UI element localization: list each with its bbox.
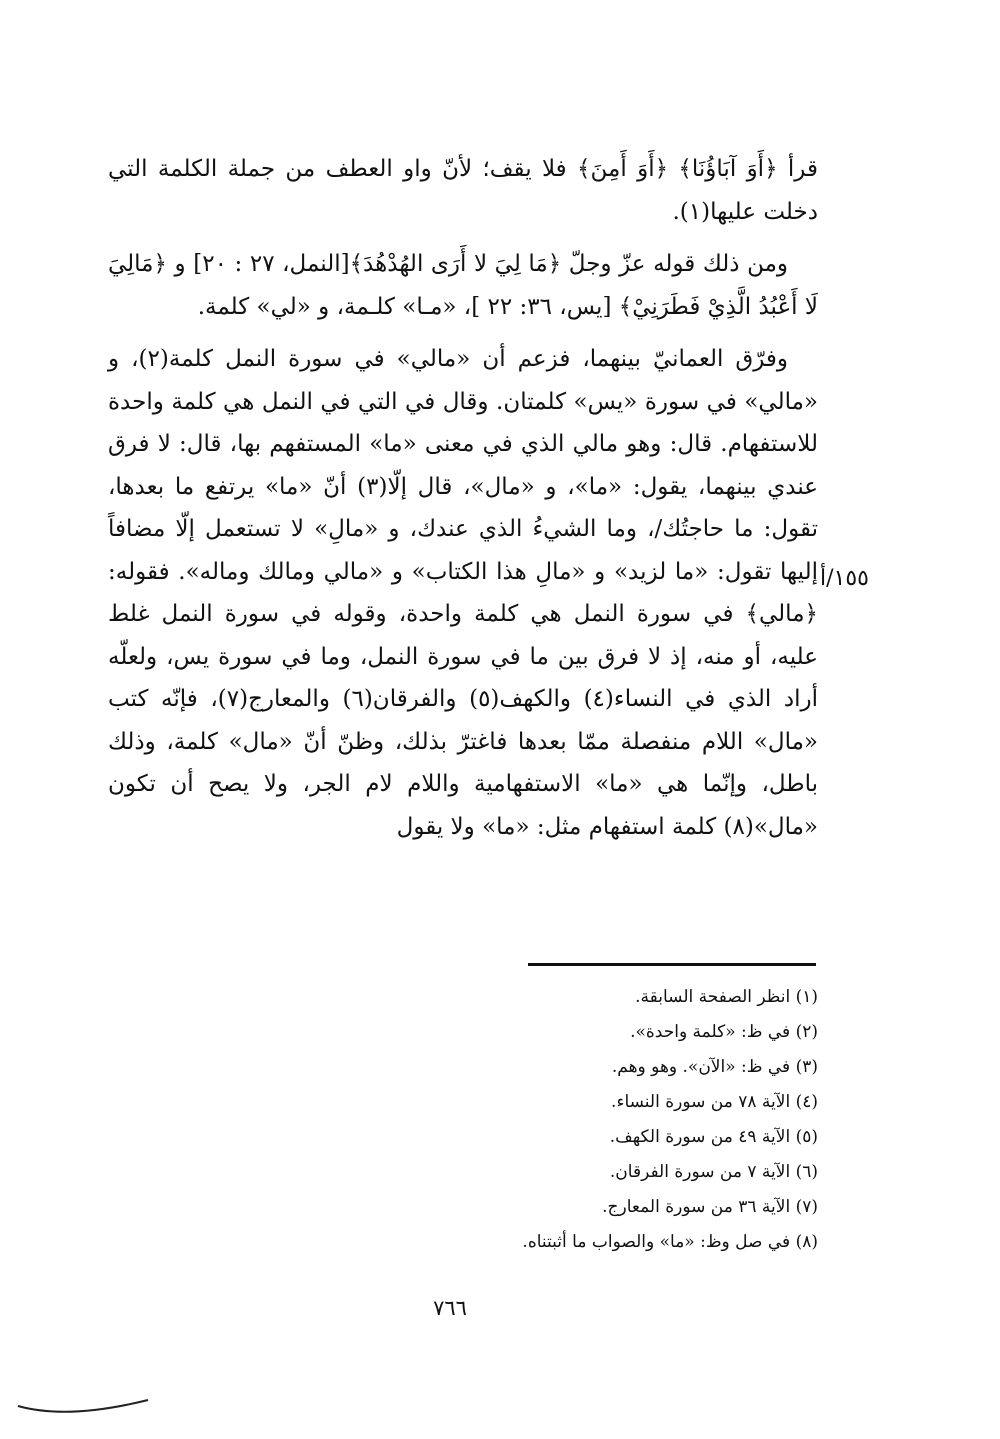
page-number: ٧٦٦ [433,1296,467,1320]
footnote-5: (٥) الآية ٤٩ من سورة الكهف. [609,1127,818,1147]
logo-flourish [18,1400,148,1412]
publisher-logo [8,1350,168,1430]
paragraph-2: ومن ذلك قوله عزّ وجلّ ﴿مَا لِيَ لا أَرَى الهُدْهُدَ﴾[النمل، ٢٧ : ٢٠] و ﴿مَالِيَ لَا أَعْبُدُ الَّذِيْ فَطَرَنِيْ﴾ [يس، ٣٦: ٢٢ ]، «مـا» كلـمة، و «لي» كلمة. [108,251,818,320]
footnote-2: (٢) في ظ: «كلمة واحدة». [630,1022,818,1042]
footnote-6: (٦) الآية ٧ من سورة الفرقان. [609,1162,818,1182]
footnote-3: (٣) في ظ: «الآن». وهو وهم. [611,1057,818,1077]
footnote-8: (٨) في صل وظ: «ما» والصواب ما أثبتناه. [522,1232,818,1252]
footnote-7: (٧) الآية ٣٦ من سورة المعارج. [602,1197,818,1217]
main-text [108,148,818,848]
paragraph-1: قرأ ﴿أَوَ آبَاؤُنَا﴾ ﴿أَوَ أَمِنَ﴾ فلا يقف؛ لأنّ واو العطف من جملة الكلمة التي دخلت عليها(١). [108,156,818,225]
paragraph-3: وفرّق العمانيّ بينهما، فزعم أن «مالي» في سورة النمل كلمة(٢)، و «مالي» في سورة «يس» كلمتان. وقال في التي في النمل هي كلمة واحدة للاستفهام. قال: وهو مالي الذي في معنى «ما» المستفهم بها، قال: لا فرق عندي بينهما، يقول: «ما»، و «مال»، قال إلّا(٣) أنّ «ما» يرتفع ما بعدها، تقول: ما حاجتُك/، وما الشيءُ الذي عندك، و «مالِ» لا تستعمل إلّا مضافاً إليها تقول: «ما لزيد» و «مالِ هذا الكتاب» و «مالي ومالك وماله». فقوله: ﴿مالي﴾ في سورة النمل هي كلمة واحدة، وقوله في سورة النمل غلط عليه، أو منه، إذ لا فرق بين ما في سورة النمل، وما في سورة يس، ولعلّه أراد الذي في النساء(٤) والكهف(٥) والفرقان(٦) والمعارج(٧)، فإنّه كتب «مال» اللام منفصلة ممّا بعدها فاغترّ بذلك، وظنّ أنّ «مال» كلمة، وذلك باطل، وإنّما هي «ما» الاستفهامية واللام لام الجر، ولا يصح أن تكون «مال»(٨) كلمة استفهام مثل: «ما» ولا يقول [108,346,819,840]
footnote-separator [528,963,816,966]
footnotes [300,980,818,1260]
footnote-4: (٤) الآية ٧٨ من سورة النساء. [611,1092,818,1112]
folio-margin-note: ١٥٥/أ [820,566,869,591]
footnote-1: (١) انظر الصفحة السابقة. [635,987,818,1007]
